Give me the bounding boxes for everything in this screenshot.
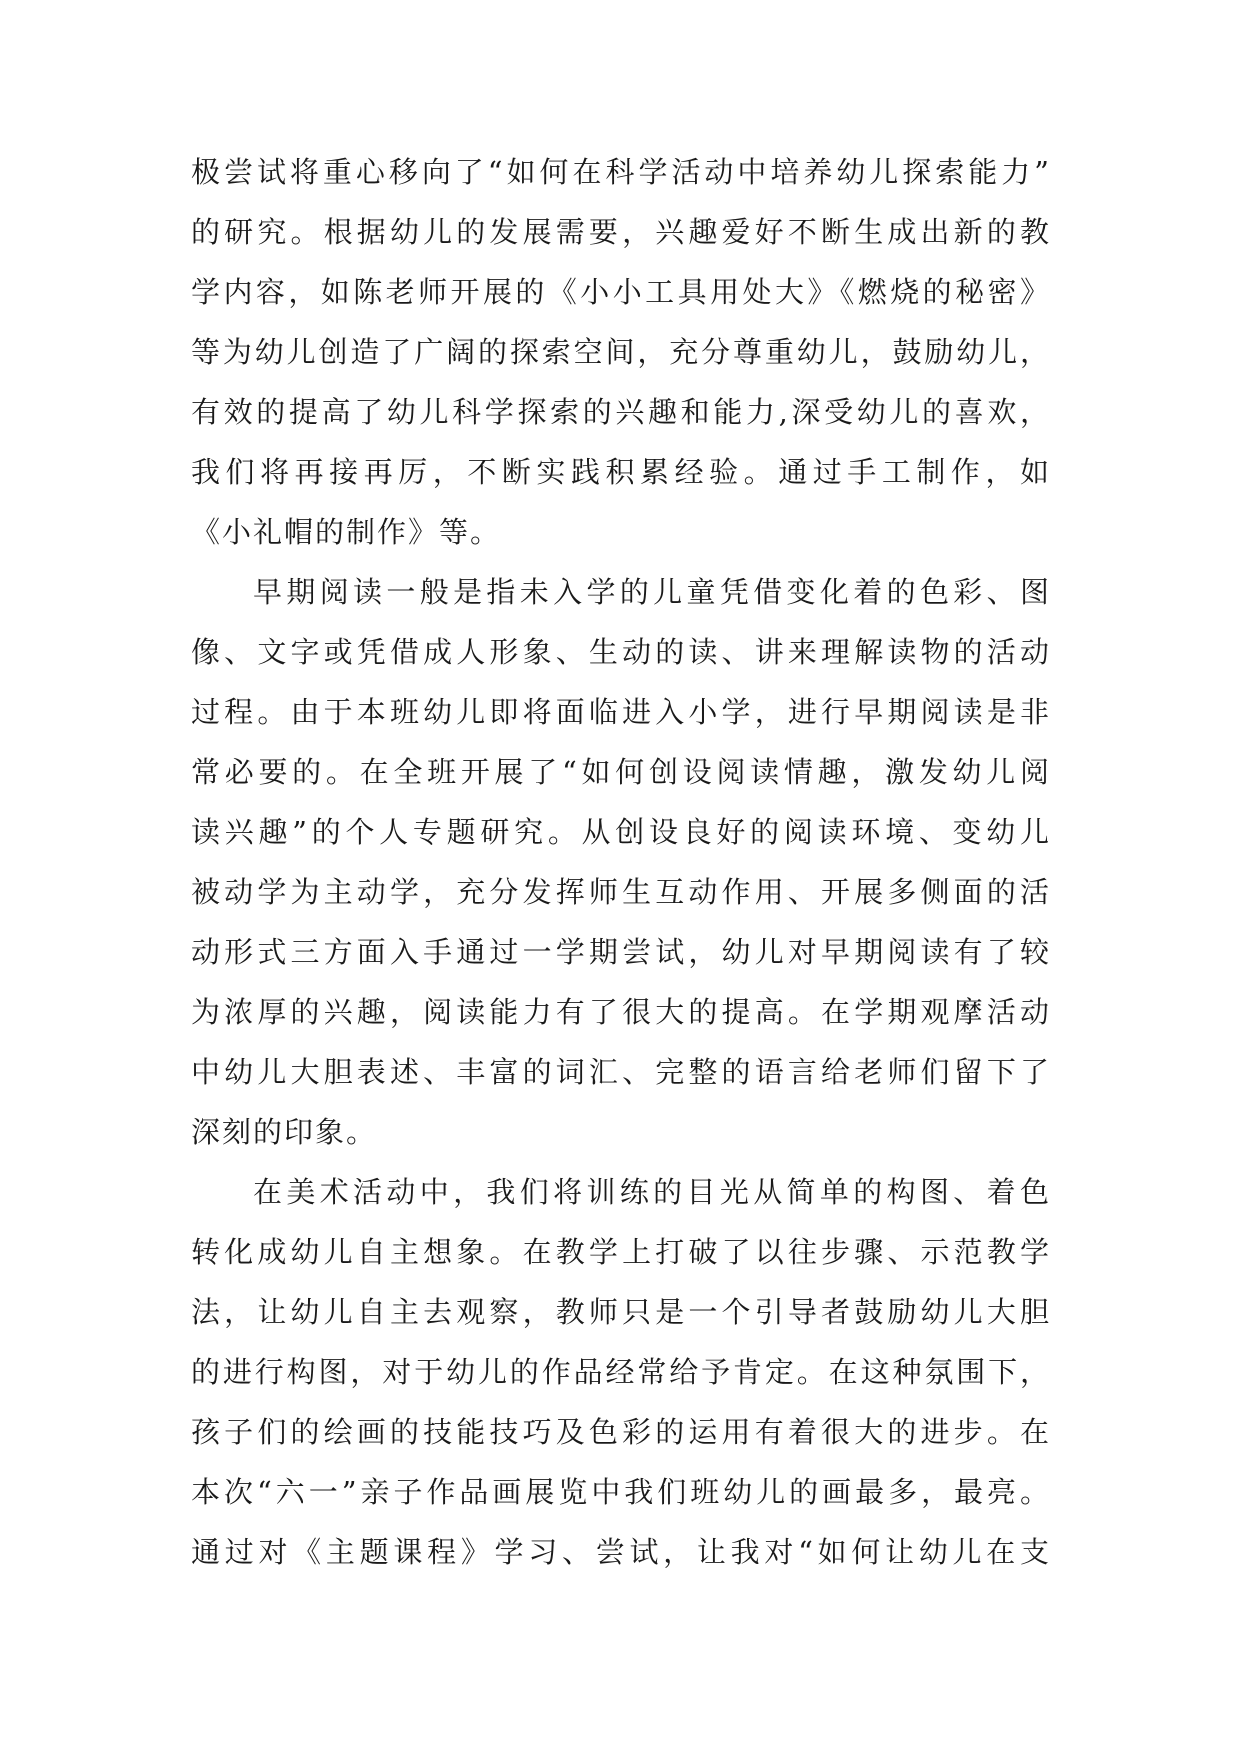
text-line: 《小礼帽的制作》等。	[191, 515, 502, 549]
text-line: 被动学为主动学，充分发挥师生互动作用、开展多侧面的活	[191, 875, 1051, 909]
text-line: 读兴趣”的个人专题研究。从创设良好的阅读环境、变幼儿	[191, 815, 1051, 849]
text-line: 极尝试将重心移向了“如何在科学活动中培养幼儿探索能力”	[191, 155, 1051, 189]
text-line: 深刻的印象。	[191, 1115, 378, 1149]
text-line: 本次“六一”亲子作品画展览中我们班幼儿的画最多，最亮。	[191, 1475, 1051, 1509]
text-line: 的研究。根据幼儿的发展需要，兴趣爱好不断生成出新的教	[191, 215, 1051, 249]
text-line: 法，让幼儿自主去观察，教师只是一个引导者鼓励幼儿大胆	[191, 1295, 1051, 1329]
paragraph-first-line: 在美术活动中，我们将训练的目光从简单的构图、着色	[253, 1175, 1051, 1209]
text-line: 中幼儿大胆表述、丰富的词汇、完整的语言给老师们留下了	[191, 1055, 1051, 1089]
text-line: 过程。由于本班幼儿即将面临进入小学，进行早期阅读是非	[191, 695, 1051, 729]
text-line: 常必要的。在全班开展了“如何创设阅读情趣，激发幼儿阅	[191, 755, 1051, 789]
text-line: 的进行构图，对于幼儿的作品经常给予肯定。在这种氛围下，	[191, 1355, 1051, 1389]
paragraph-first-line: 早期阅读一般是指未入学的儿童凭借变化着的色彩、图	[253, 575, 1051, 609]
text-line: 我们将再接再厉，不断实践积累经验。通过手工制作，如	[191, 455, 1051, 489]
text-line: 等为幼儿创造了广阔的探索空间，充分尊重幼儿，鼓励幼儿，	[191, 335, 1051, 369]
text-line: 有效的提高了幼儿科学探索的兴趣和能力,深受幼儿的喜欢，	[191, 395, 1051, 429]
text-line: 学内容，如陈老师开展的《小小工具用处大》《燃烧的秘密》	[191, 275, 1051, 309]
text-line: 像、文字或凭借成人形象、生动的读、讲来理解读物的活动	[191, 635, 1051, 669]
text-line: 转化成幼儿自主想象。在教学上打破了以往步骤、示范教学	[191, 1235, 1051, 1269]
text-line: 孩子们的绘画的技能技巧及色彩的运用有着很大的进步。在	[191, 1415, 1051, 1449]
text-line: 为浓厚的兴趣，阅读能力有了很大的提高。在学期观摩活动	[191, 995, 1051, 1029]
body-text	[191, 142, 1051, 1582]
text-line: 动形式三方面入手通过一学期尝试，幼儿对早期阅读有了较	[191, 935, 1051, 969]
text-line: 通过对《主题课程》学习、尝试，让我对“如何让幼儿在支	[191, 1535, 1051, 1569]
